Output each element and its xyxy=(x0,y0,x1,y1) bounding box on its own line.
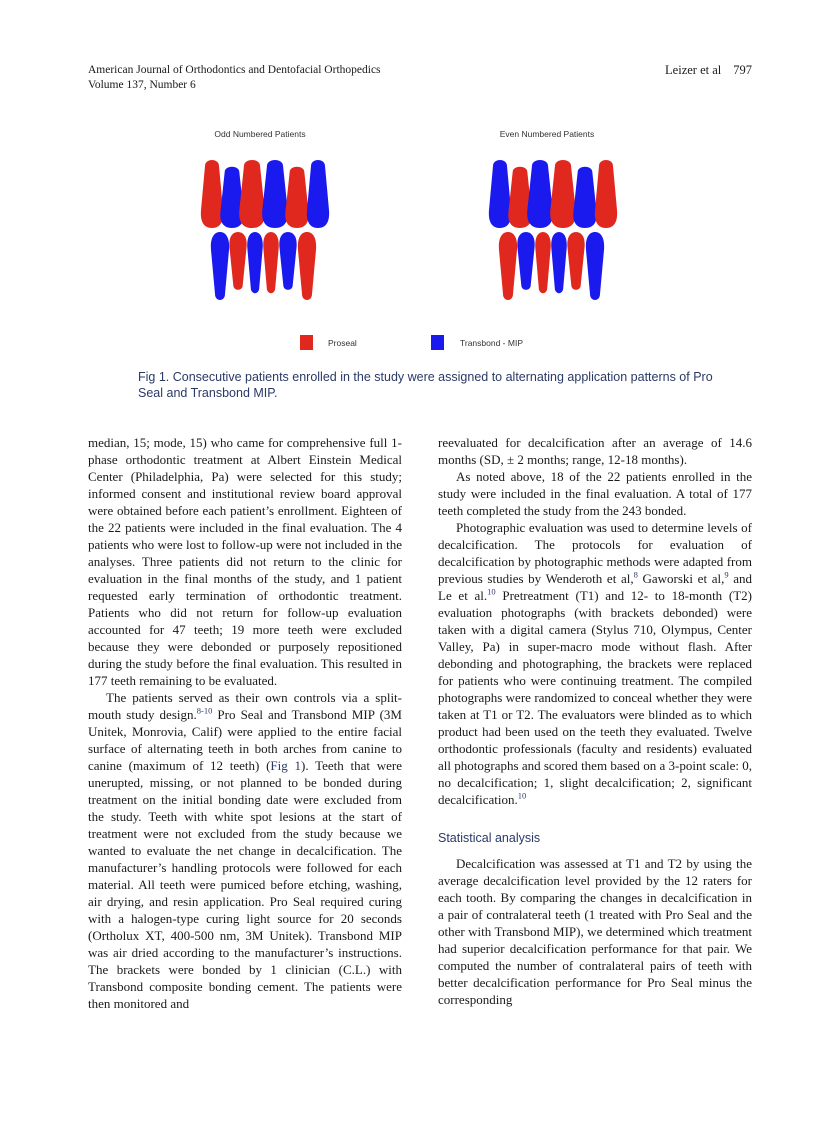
caption-text: Consecutive patients enrolled in the study were assigned to alternating application patterns of Pro Seal and Transbond MIP. xyxy=(138,370,713,400)
section-heading: Statistical analysis xyxy=(438,831,541,845)
paragraph: Decalcification was assessed at T1 and T2 by using the average decalcification level provided by the 12 raters for each tooth. By comparing the changes in decalcification in a pair of contralateral teeth (1 treated with Pro Seal and the other with Transbond MIP), we determined which treatment had superior decalcification performance for that pair. We computed the number of contralateral pairs of teeth with better decalcification performance for Pro Seal minus the corresponding xyxy=(438,856,752,1007)
figure-link[interactable]: Fig 1 xyxy=(270,758,302,773)
citation-link[interactable]: 8 xyxy=(633,569,638,580)
figure-legend xyxy=(300,335,523,350)
legend-label-transbond: Transbond - MIP xyxy=(460,338,523,348)
author-names: Leizer et al xyxy=(665,63,722,77)
citation-link[interactable]: 10 xyxy=(487,586,496,597)
volume-number: Volume 137, Number 6 xyxy=(88,79,196,91)
right-panel-title: Even Numbered Patients xyxy=(499,129,595,139)
paragraph: The patients served as their own controls via a split-mouth study design.$^{8-10}$ Pro Seal and Transbond MIP (3M Unitek, Monrovia, Calif) were applied to the entire facial surface of alternating teeth in both arches from canine to canine (maximum of 12 teeth) (Fig 1). Teeth that were unerupted, missing, or not planned to be bonded during treatment on the initial bonding date were excluded from the study. Teeth with white spot lesions at the start of treatment were not excluded from the study because we wanted to evaluate the net change in decalcification. The manufacturer’s handling protocols were followed for each material. All teeth were pumiced before etching, washing, air drying, and resin application. Pro Seal required curing with a halogen-type curing light source for 20 seconds (Ortholux XT, 400-500 nm, 3M Unitek). Transbond MIP was air dried according to the manufacturer’s instructions. The brackets were bonded by 1 clinician (C.L.) with Transbond composite bonding cement. The patients were then monitored and xyxy=(88,690,403,1011)
citation-link[interactable]: 10 xyxy=(517,790,527,801)
page-number: 797 xyxy=(733,63,752,77)
right-column xyxy=(438,434,752,1008)
journal-name: American Journal of Orthodontics and Dentofacial Orthopedics xyxy=(88,64,381,76)
even-lower-arch xyxy=(499,232,604,300)
citation-link[interactable]: 9 xyxy=(724,569,729,580)
odd-upper-arch xyxy=(201,160,329,228)
legend-label-proseal: Proseal xyxy=(328,338,357,348)
caption-label: Fig 1. xyxy=(138,370,170,384)
paragraph: Photographic evaluation was used to determine levels of decalcification. The protocols for evaluation of decalcification by photographic methods were adapted from previous studies by Wenderoth et al,$^8$ Gaworski et al,$^9$ and Le et al.$^{10}$ Pretreatment (T1) and 12- to 18-month (T2) evaluation photographs (with brackets debonded) were taken with a digital camera (Stylus 710, Olympus, Center Valley, Pa) in super-macro mode without flash. After debonding and photographing, the brackets were replaced for patients who were continuing treatment. The compiled photographs were randomized to conceal whether they were taken at T1 or T2. The evaluators were blinded as to which product had been used on the teeth they evaluated. Twelve orthodontic professionals (faculty and residents) evaluated all photographs and scored them based on a 3-point scale: 0, no decalcification; 1, slight decalcification; 2, significant decalcification.$^{10}$ xyxy=(438,520,753,807)
legend-swatch-proseal xyxy=(300,335,313,350)
figure-caption xyxy=(138,369,718,401)
left-panel-title: Odd Numbered Patients xyxy=(214,129,306,139)
paragraph: median, 15; mode, 15) who came for comprehensive full 1-phase orthodontic treatment at Albert Einstein Medical Center (Philadelphia, Pa) were selected for this study; informed consent and institutional review board approval were obtained before each patient’s enrollment. Eighteen of the 22 patients were included in the final evaluation. The 4 patients who were lost to follow-up were not included in the analyses. Three patients did not return to the clinic for evaluation in the final months of the study, and 1 patient requested early termination of orthodontic treatment. Patients who did not return for follow-up evaluation accounted for 47 teeth; 19 more teeth were excluded because they were debonded or purposely repositioned during the study before the final evaluation. This resulted in 177 teeth remaining to be evaluated. xyxy=(88,435,402,688)
even-upper-arch xyxy=(489,160,617,228)
citation-link[interactable]: 8-10 xyxy=(196,705,213,716)
odd-lower-arch xyxy=(211,232,316,300)
paragraph: As noted above, 18 of the 22 patients enrolled in the study were included in the final evaluation. A total of 177 teeth completed the study from the 243 bonded. xyxy=(438,469,752,518)
running-header-right xyxy=(665,63,752,78)
paragraph: reevaluated for decalcification after an average of 14.6 months (SD, ± 2 months; range, 12-18 months). xyxy=(438,435,752,467)
left-column xyxy=(88,434,402,1012)
legend-swatch-transbond xyxy=(431,335,444,350)
figure-teeth-diagram xyxy=(140,120,700,370)
running-header-left xyxy=(88,63,381,93)
